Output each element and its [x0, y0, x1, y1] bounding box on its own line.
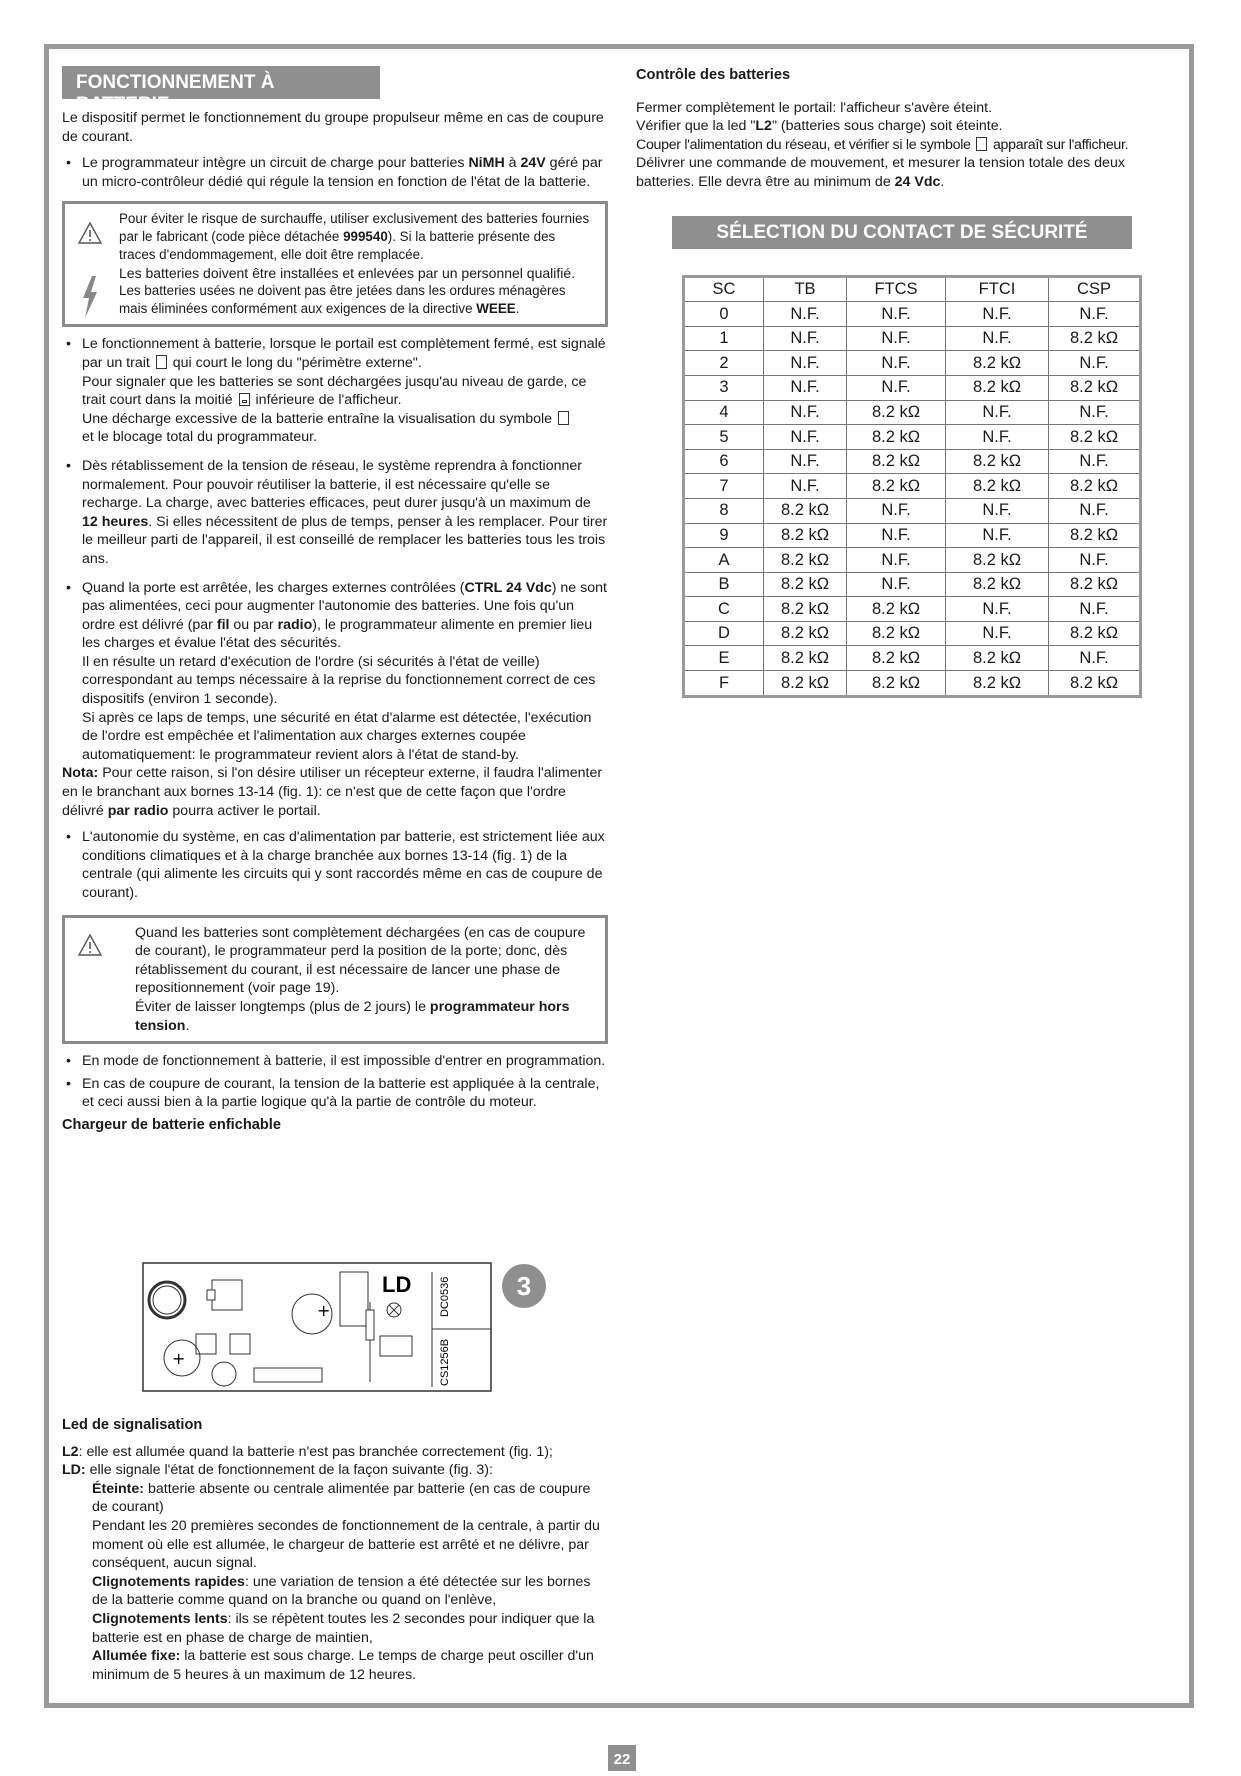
table-cell: B: [684, 572, 764, 597]
table-cell: 8.2 kΩ: [764, 671, 847, 697]
table-row: [684, 548, 1141, 573]
table-cell: N.F.: [764, 375, 847, 400]
table-cell: 8.2 kΩ: [1049, 326, 1141, 351]
ld-line: LD: elle signale l'état de fonctionnement de la façon suivante (fig. 3):: [62, 1462, 493, 1479]
table-cell: E: [684, 646, 764, 671]
table-cell: 8.2 kΩ: [847, 474, 946, 499]
svg-text:+: +: [317, 1301, 331, 1320]
table-header-row: [684, 276, 1141, 302]
table-cell: N.F.: [946, 302, 1049, 327]
warning-text-discharged: Quand les batteries sont complètement déchargées (en cas de coupure de courant), le programmateur perd la position de la porte; donc, dès rétablissement du courant, il est nécessaire de lancer une phase de repositionnement (voir page 19).: [135, 924, 586, 997]
table-cell: 8.2 kΩ: [764, 621, 847, 646]
table-cell: 8: [684, 498, 764, 523]
table-cell: N.F.: [847, 498, 946, 523]
table-cell: N.F.: [946, 621, 1049, 646]
figure-number: 3: [502, 1264, 546, 1308]
table-cell: N.F.: [1049, 351, 1141, 376]
check-step-3: Couper l'alimentation du réseau, et vérifier si le symbole apparaît sur l'afficheur.: [636, 136, 1129, 153]
page-number-text: 22: [613, 1751, 631, 1768]
warning-triangle-icon: [77, 932, 103, 958]
table-cell: N.F.: [1049, 302, 1141, 327]
table-cell: 8.2 kΩ: [764, 597, 847, 622]
table-cell: 3: [684, 375, 764, 400]
table-cell: N.F.: [1049, 597, 1141, 622]
table-cell: 8.2 kΩ: [764, 572, 847, 597]
table-cell: 8.2 kΩ: [946, 351, 1049, 376]
bullet-reestablish: • Dès rétablissement de la tension de réseau, le système reprendra à fonctionner normalement. Pour pouvoir réutiliser la batterie, il est nécessaire qu'elle se recharge. La charge, avec batteries efficaces, peut durer jusqu'à un maximum de 12 heures. Si elles nécessitent de plus de temps, penser à les remplacer. Pour tirer le meilleur parti de l'appareil, il est conseillé de remplacer les batteries tous les trois ans.: [62, 457, 608, 569]
table-cell: N.F.: [847, 326, 946, 351]
table-cell: N.F.: [847, 302, 946, 327]
display-outline-icon: [156, 355, 167, 369]
table-cell: 8.2 kΩ: [847, 400, 946, 425]
warning-text-qualified: Les batteries doivent être installées et enlevées par un personnel qualifié.: [119, 265, 576, 282]
check-step-1: Fermer complètement le portail: l'afficheur s'avère éteint.: [636, 99, 993, 116]
display-symbol-icon: [558, 411, 569, 425]
header-csp: CSP: [1049, 276, 1141, 302]
table-row: [684, 597, 1141, 622]
led-title: Led de signalisation: [62, 1417, 203, 1433]
table-cell: 8.2 kΩ: [847, 646, 946, 671]
bullet-no-programming: • En mode de fonctionnement à batterie, il est impossible d'entrer en programmation.: [62, 1052, 608, 1071]
table-row: [684, 326, 1141, 351]
ld-label: LD: [382, 1272, 412, 1297]
header-tb: TB: [764, 276, 847, 302]
table-cell: N.F.: [946, 326, 1049, 351]
bullet-battery-signal: • Le fonctionnement à batterie, lorsque le portail est complètement fermé, est signalé par un trait qui court le long du "périmètre externe". Pour signaler que les batteries se sont déchargées jusqu'au niveau de garde, ce trait court dans la moitié inférieure de l'afficheur. Une décharge excessive de la batterie entraîne la visualisation du symbole et le blocage total du programmateur.: [62, 335, 608, 447]
table-cell: 8.2 kΩ: [1049, 375, 1141, 400]
table-row: [684, 671, 1141, 697]
board-code-1: DC0536: [439, 1276, 451, 1317]
table-cell: 8.2 kΩ: [946, 449, 1049, 474]
table-cell: 8.2 kΩ: [847, 425, 946, 450]
header-ftci: FTCI: [946, 276, 1049, 302]
header-ftcs: FTCS: [847, 276, 946, 302]
table-cell: N.F.: [946, 523, 1049, 548]
table-row: [684, 498, 1141, 523]
bullet-door-stopped: • Quand la porte est arrêtée, les charges externes contrôlées (CTRL 24 Vdc) ne sont pas alimentées, ceci pour augmenter l'autonomie des batteries. Une fois qu'un ordre est délivré (par fil ou par radio), le programmateur alimente en premier lieu les charges et évalue l'état des sécurités. Il en résulte un retard d'exécution de l'ordre (si sécurités à l'état de veille) correspondant au temps nécessaire à la reprise du fonctionnement correct de ces dispositifs (environ 1 seconde). Si après ce laps de temps, une sécurité en état d'alarme est détectée, l'exécution de l'ordre est empêchée et l'alimentation aux charges externes coupée automatiquement: le programmateur revient alors à l'état de stand-by.: [62, 579, 608, 765]
section-title-battery: FONCTIONNEMENT À BATTERIE: [62, 66, 380, 99]
table-cell: N.F.: [946, 425, 1049, 450]
table-cell: N.F.: [764, 425, 847, 450]
table-cell: A: [684, 548, 764, 573]
warning-text-avoid: Éviter de laisser longtemps (plus de 2 jours) le programmateur hors tension.: [135, 998, 570, 1034]
table-cell: N.F.: [847, 548, 946, 573]
table-cell: 6: [684, 449, 764, 474]
table-cell: N.F.: [847, 572, 946, 597]
right-column: [636, 66, 1182, 698]
table-cell: 8.2 kΩ: [764, 646, 847, 671]
page-number: [608, 1745, 636, 1776]
table-cell: C: [684, 597, 764, 622]
table-row: [684, 400, 1141, 425]
table-row: [684, 523, 1141, 548]
warning-triangle-icon: [77, 220, 103, 246]
table-cell: 8.2 kΩ: [847, 671, 946, 697]
table-row: [684, 646, 1141, 671]
bullet-charge-circuit: • Le programmateur intègre un circuit de charge pour batteries NiMH à 24V géré par un micro-contrôleur dédié qui régule la tension en fonction de l'état de la batterie.: [62, 154, 608, 191]
display-symbol-icon: [976, 137, 987, 151]
table-row: [684, 572, 1141, 597]
table-cell: 8.2 kΩ: [847, 597, 946, 622]
left-column: [62, 66, 608, 1135]
display-half-icon: [239, 393, 250, 406]
table-cell: N.F.: [764, 449, 847, 474]
table-cell: 5: [684, 425, 764, 450]
bullet-power-cut: • En cas de coupure de courant, la tension de la batterie est appliquée à la centrale, et ceci aussi bien à la partie logique qu'à la partie de contrôle du moteur.: [62, 1075, 608, 1112]
led-section: [62, 1416, 608, 1684]
table-cell: N.F.: [946, 400, 1049, 425]
table-cell: N.F.: [1049, 449, 1141, 474]
table-cell: 7: [684, 474, 764, 499]
warning-text-disposal: Les batteries usées ne doivent pas être jetées dans les ordures ménagères mais éliminées conformément aux exigences de la directive WEEE.: [119, 283, 566, 317]
nota-paragraph: Nota: Pour cette raison, si l'on désire utiliser un récepteur externe, il faudra l'alimenter en le branchant aux bornes 13-14 (fig. 1): ce n'est que de cette façon que l'ordre délivré par radio pourra activer le portail.: [62, 765, 603, 819]
table-cell: N.F.: [764, 474, 847, 499]
l2-line: L2: elle est allumée quand la batterie n'est pas branchée correctement (fig. 1);: [62, 1443, 553, 1460]
table-cell: 1: [684, 326, 764, 351]
table-cell: 8.2 kΩ: [764, 548, 847, 573]
warning-box-batteries: [62, 201, 608, 327]
table-cell: N.F.: [1049, 548, 1141, 573]
table-cell: N.F.: [1049, 498, 1141, 523]
table-cell: 8.2 kΩ: [847, 621, 946, 646]
table-cell: 8.2 kΩ: [1049, 474, 1141, 499]
table-cell: 8.2 kΩ: [1049, 425, 1141, 450]
table-cell: N.F.: [847, 523, 946, 548]
table-cell: N.F.: [946, 498, 1049, 523]
section-title-safety: SÉLECTION DU CONTACT DE SÉCURITÉ: [672, 216, 1132, 249]
table-row: [684, 621, 1141, 646]
table-cell: 8.2 kΩ: [946, 646, 1049, 671]
table-cell: 4: [684, 400, 764, 425]
warning-text-overheat: Pour éviter le risque de surchauffe, utiliser exclusivement des batteries fournies par le fabricant (code pièce détachée 999540). Si la batterie présente des traces d'endommagement, elle doit être remplacée.: [119, 211, 590, 263]
table-cell: 8.2 kΩ: [1049, 572, 1141, 597]
lightning-icon: [77, 274, 103, 322]
table-cell: N.F.: [847, 375, 946, 400]
table-cell: N.F.: [847, 351, 946, 376]
table-cell: F: [684, 671, 764, 697]
table-cell: 8.2 kΩ: [1049, 523, 1141, 548]
table-row: [684, 425, 1141, 450]
table-cell: 8.2 kΩ: [1049, 671, 1141, 697]
table-cell: 8.2 kΩ: [946, 375, 1049, 400]
table-cell: 8.2 kΩ: [946, 671, 1049, 697]
table-row: [684, 474, 1141, 499]
table-row: [684, 449, 1141, 474]
table-row: [684, 375, 1141, 400]
table-cell: D: [684, 621, 764, 646]
table-cell: N.F.: [764, 326, 847, 351]
check-step-2: Vérifier que la led "L2" (batteries sous charge) soit éteinte.: [636, 118, 1003, 135]
svg-text:+: +: [172, 1349, 186, 1368]
safety-contact-table: [682, 275, 1142, 698]
table-row: [684, 302, 1141, 327]
board-code-2: CS1256B: [439, 1338, 451, 1386]
table-cell: 9: [684, 523, 764, 548]
table-cell: N.F.: [946, 597, 1049, 622]
header-sc: SC: [684, 276, 764, 302]
table-cell: 8.2 kΩ: [946, 572, 1049, 597]
warning-box-discharged: [62, 915, 608, 1045]
table-row: [684, 351, 1141, 376]
bullet-autonomy: • L'autonomie du système, en cas d'alimentation par batterie, est strictement liée aux conditions climatiques et à la charge branchée aux bornes 13-14 (fig. 1) de la centrale (qui alimente les circuits qui y sont raccordés même en cas de coupure de courant).: [62, 828, 608, 902]
table-cell: N.F.: [764, 302, 847, 327]
charger-title: Chargeur de batterie enfichable: [62, 1116, 281, 1133]
table-cell: 0: [684, 302, 764, 327]
table-cell: 8.2 kΩ: [764, 498, 847, 523]
table-cell: N.F.: [1049, 646, 1141, 671]
table-cell: N.F.: [764, 351, 847, 376]
table-cell: 8.2 kΩ: [764, 523, 847, 548]
table-cell: 8.2 kΩ: [1049, 621, 1141, 646]
charger-board-diagram: [142, 1262, 492, 1392]
table-cell: 8.2 kΩ: [946, 548, 1049, 573]
intro-paragraph: Le dispositif permet le fonctionnement du groupe propulseur même en cas de coupure de courant.: [62, 110, 604, 145]
led-states: Éteinte: batterie absente ou centrale alimentée par batterie (en cas de coupure de courant) Pendant les 20 premières secondes de fonctionnement de la centrale, à partir du moment où elle est allumée, le chargeur de batterie est arrêté et ne délivre, par conséquent, aucun signal. Clignotements rapides: une variation de tension a été détectée sur les bornes de la batterie comme quand on la branche ou quand on l'enlève, Clignotements lents: ils se répètent toutes les 2 secondes pour indiquer que la batterie est en phase de charge de maintien, Allumée fixe: la batterie est sous charge. Le temps de charge peut osciller d'un minimum de 5 heures à un maximum de 12 heures.: [92, 1480, 600, 1683]
table-cell: 8.2 kΩ: [946, 474, 1049, 499]
table-cell: 8.2 kΩ: [847, 449, 946, 474]
battery-check-title: Contrôle des batteries: [636, 67, 791, 83]
table-cell: N.F.: [1049, 400, 1141, 425]
check-step-4: Délivrer une commande de mouvement, et mesurer la tension totale des deux batteries. Elle devra être au minimum de 24 Vdc.: [636, 155, 1125, 190]
table-cell: 2: [684, 351, 764, 376]
table-cell: N.F.: [764, 400, 847, 425]
